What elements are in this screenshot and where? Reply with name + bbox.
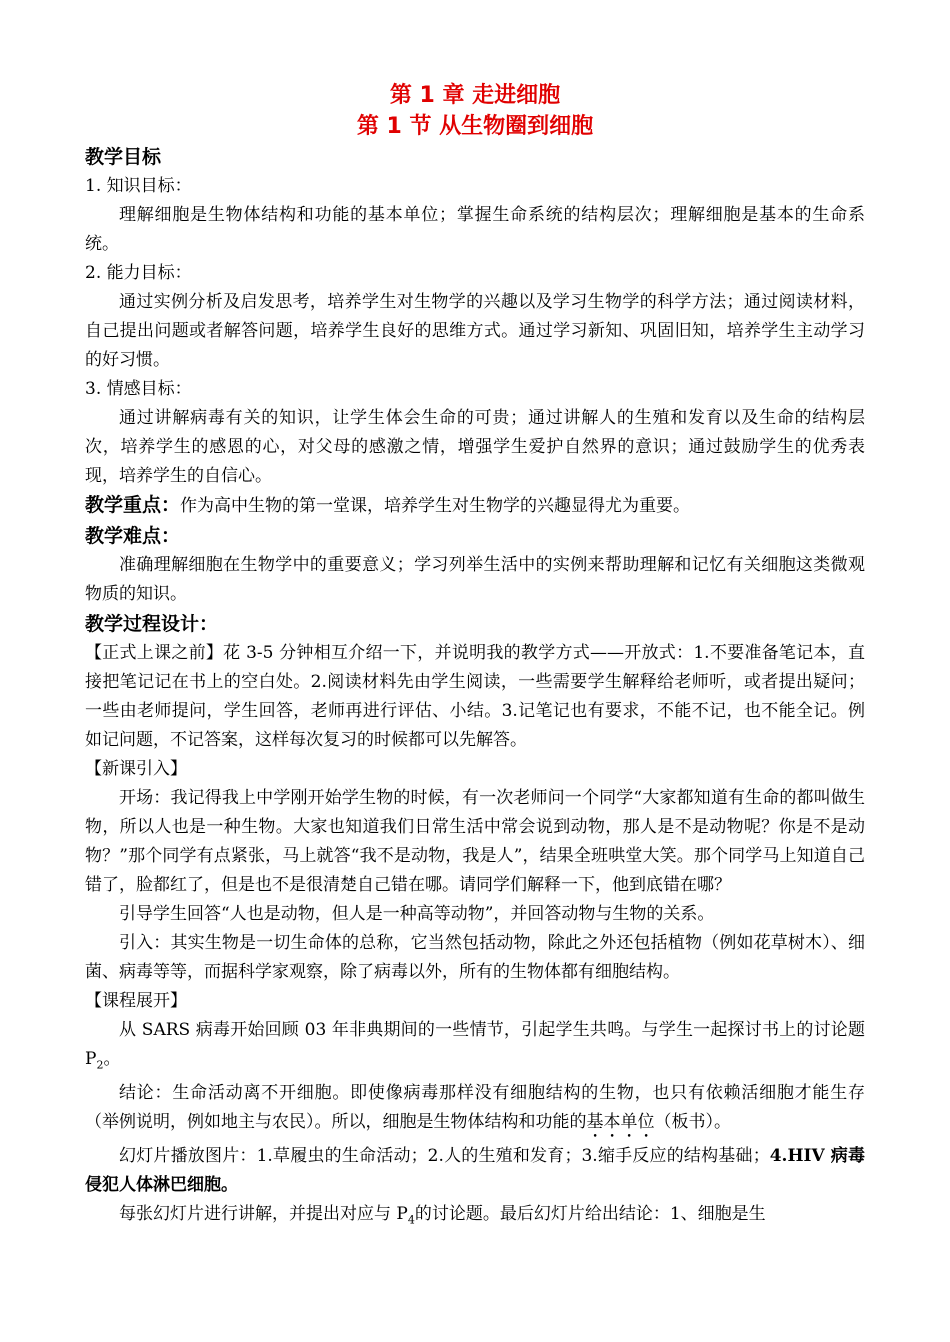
chapter-title: 第 1 章 走进细胞 <box>389 83 561 108</box>
expand-label: 【课程展开】 <box>85 991 187 1011</box>
expand-p4-subscript: 4 <box>407 1213 415 1227</box>
knowledge-label: 1. 知识目标： <box>85 176 192 196</box>
document-page <box>85 80 865 1235</box>
difficulty-text: 准确理解细胞在生物学中的重要意义；学习列举生活中的实例来帮助理解和记忆有关细胞这类微观物质的知识。 <box>85 555 865 604</box>
ability-text: 通过实例分析及启发思考，培养学生对生物学的兴趣以及学习生物学的科学方法；通过阅读材料，自己提出问题或者解答问题，培养学生良好的思维方式。通过学习新知、巩固旧知，培养学生主动学习的好习惯。 <box>85 292 865 370</box>
intro-label: 【新课引入】 <box>85 759 187 779</box>
expand-paragraph-1 <box>85 1016 865 1079</box>
expand-p4-end: 的讨论题。最后幻灯片给出结论：1、细胞是生 <box>414 1204 766 1225</box>
expand-p1-end: 。 <box>103 1049 121 1069</box>
expand-p1-subscript: 2 <box>96 1058 104 1072</box>
ability-label: 2. 能力目标： <box>85 263 192 283</box>
process-heading: 教学过程设计： <box>85 613 219 635</box>
before-class-paragraph: 【正式上课之前】花 3-5 分钟相互介绍一下，并说明我的教学方式——开放式：1.不要准备笔记本，直接把笔记记在书上的空白处。2.阅读材料先由学生阅读，一些需要学生解释给老师听，或者提出疑问；一些由老师提问，学生回答，老师再进行评估、小结。3.记笔记也有要求，不能不记，也不能全记。例如记问题，不记答案，这样每次复习的时候都可以先解答。 <box>85 643 865 750</box>
expand-p3-bold: 4.HIV 病毒侵犯人体淋巴细胞。 <box>85 1146 865 1196</box>
intro-paragraph-2: 引导学生回答“人也是动物，但人是一种高等动物”，并回答动物与生物的关系。 <box>119 904 715 924</box>
expand-paragraph-2 <box>85 1079 865 1142</box>
section-title: 第 1 节 从生物圈到细胞 <box>356 114 594 139</box>
expand-p2-text: 结论：生命活动离不开细胞。即使像病毒那样没有细胞结构的生物，也只有依赖活细胞才能生存（举例说明，例如地主与农民）。所以，细胞是生物体结构和功能的 <box>85 1083 865 1133</box>
key-point-text: 作为高中生物的第一堂课，培养学生对生物学的兴趣显得尤为重要。 <box>180 496 691 516</box>
objectives-heading: 教学目标 <box>85 146 162 168</box>
emotion-label: 3. 情感目标： <box>85 379 192 399</box>
emphasis-basic-unit: 基本单位 <box>586 1112 655 1133</box>
emotion-text: 通过讲解病毒有关的知识，让学生体会生命的可贵；通过讲解人的生殖和发育以及生命的结构层次，培养学生的感恩的心，对父母的感激之情，增强学生爱护自然界的意识；通过鼓励学生的优秀表现，培养学生的自信心。 <box>85 408 865 486</box>
difficulty-heading: 教学难点： <box>85 525 181 547</box>
key-point-heading: 教学重点： <box>85 494 181 516</box>
expand-p1-text: 从 SARS 病毒开始回顾 03 年非典期间的一些情节，引起学生共鸣。与学生一起探讨书上的讨论题 P <box>85 1020 865 1069</box>
expand-p2-end: （板书）。 <box>654 1112 731 1133</box>
expand-p3-text: 幻灯片播放图片：1.草履虫的生命活动；2.人的生殖和发育；3.缩手反应的结构基础； <box>119 1146 770 1167</box>
intro-paragraph-3: 引入：其实生物是一切生命体的总称，它当然包括动物，除此之外还包括植物（例如花草树木）、细菌、病毒等等，而据科学家观察，除了病毒以外，所有的生物体都有细胞结构。 <box>85 933 865 982</box>
expand-paragraph-4 <box>85 1200 865 1234</box>
expand-paragraph-3 <box>85 1142 865 1200</box>
intro-paragraph-1: 开场：我记得我上中学刚开始学生物的时候，有一次老师问一个同学“大家都知道有生命的都叫做生物，所以人也是一种生物。大家也知道我们日常生活中常会说到动物，那人是不是动物呢？你是不是动物？”那个同学有点紧张，马上就答“我不是动物，我是人”，结果全班哄堂大笑。那个同学马上知道自己错了，脸都红了，但是也不是很清楚自己错在哪。请同学们解释一下，他到底错在哪？ <box>85 788 865 895</box>
knowledge-text: 理解细胞是生物体结构和功能的基本单位；掌握生命系统的结构层次；理解细胞是基本的生命系统。 <box>85 205 865 254</box>
expand-p4-text: 每张幻灯片进行讲解，并提出对应与 P <box>119 1204 408 1225</box>
key-point <box>85 491 865 521</box>
